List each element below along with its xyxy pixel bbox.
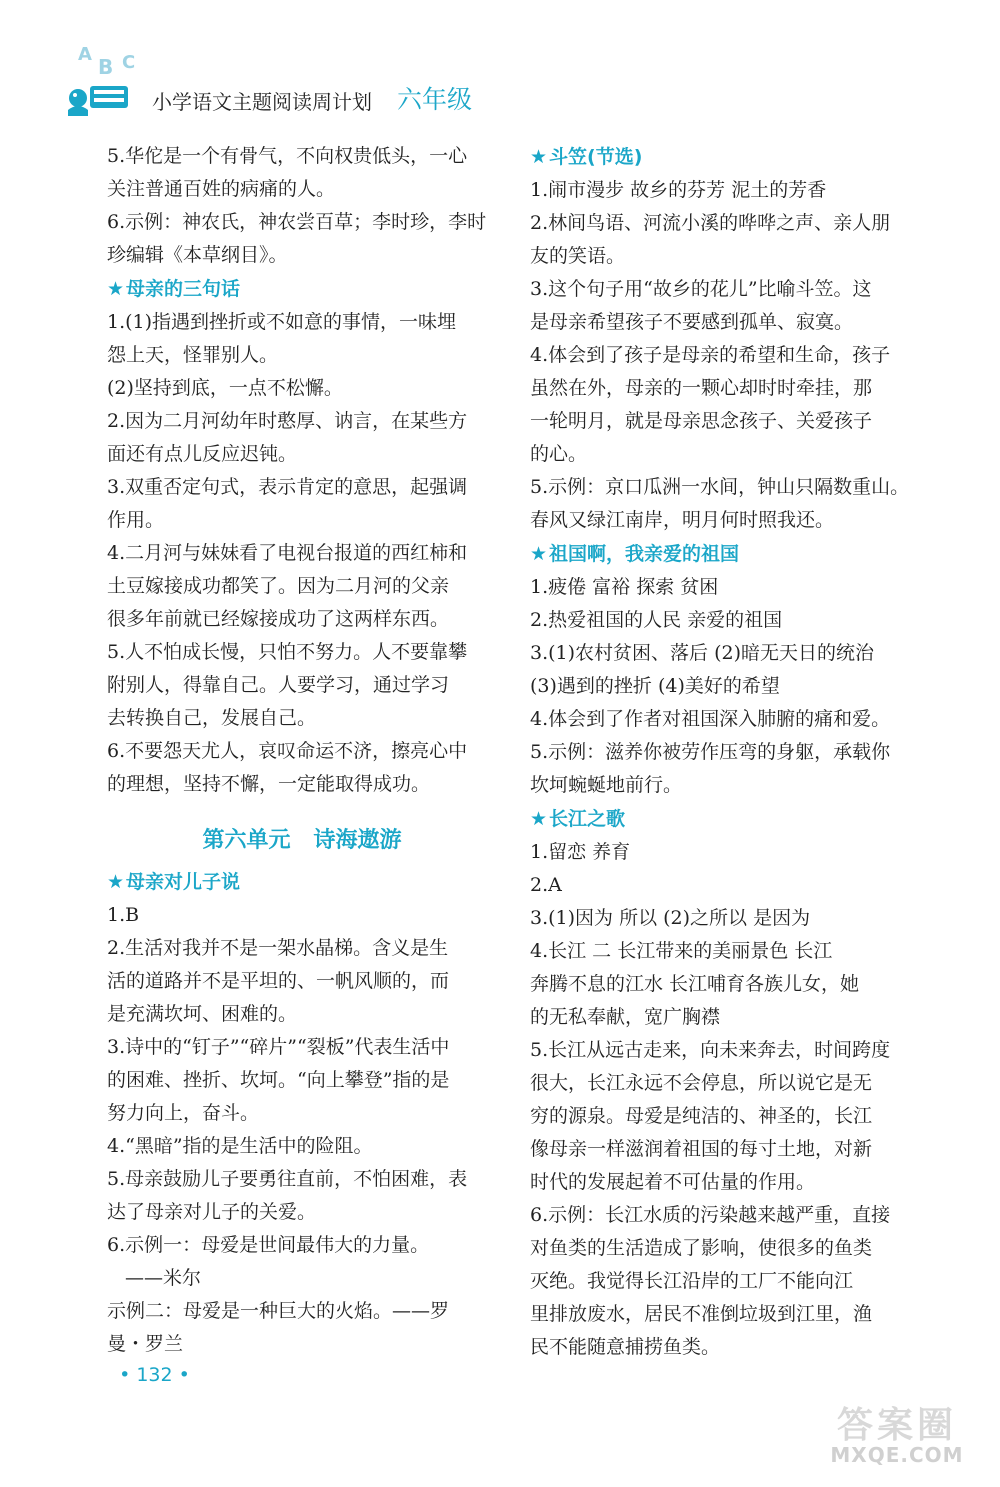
answer-line: 的心。 xyxy=(530,443,588,465)
answer-line: 面还有点儿反应迟钝。 xyxy=(107,443,298,465)
bullet-icon: • xyxy=(119,1364,137,1386)
star-icon: ★ xyxy=(107,871,125,893)
book-title: 小学语文主题阅读周计划 xyxy=(152,90,372,114)
answer-line: 5.华佗是一个有骨气，不向权贵低头，一心 xyxy=(107,145,468,167)
answer-line: 1.(1)指遇到挫折或不如意的事情，一味埋 xyxy=(107,311,457,333)
answer-line: 的理想，坚持不懈，一定能取得成功。 xyxy=(107,773,431,795)
section-title xyxy=(107,272,497,306)
answer-line: 1.闹市漫步 故乡的芬芳 泥土的芳香 xyxy=(530,179,827,201)
answer-block xyxy=(530,836,930,1364)
answer-block xyxy=(107,899,497,1361)
answer-line: 5.长江从远古走来，向未来奔去，时间跨度 xyxy=(530,1039,891,1061)
answer-block xyxy=(107,306,497,801)
abc-blocks-logo xyxy=(64,40,149,120)
answer-line: 的无私奉献，宽广胸襟 xyxy=(530,1006,721,1028)
answer-line: 2.因为二月河幼年时憨厚、讷言，在某些方 xyxy=(107,410,468,432)
answer-line: 4.长江 二 长江带来的美丽景色 长江 xyxy=(530,940,833,962)
answer-line: 2.A xyxy=(530,874,562,896)
page-header xyxy=(64,40,504,120)
answer-line: 民不能随意捕捞鱼类。 xyxy=(530,1336,721,1358)
answer-line: 1.留恋 养育 xyxy=(530,841,631,863)
answer-line: (3)遇到的挫折 (4)美好的希望 xyxy=(530,675,780,697)
answer-line: 3.诗中的“钉子”“碎片”“裂板”代表生活中 xyxy=(107,1036,450,1058)
answer-line: 4.二月河与妹妹看了电视台报道的西红柿和 xyxy=(107,542,468,564)
answer-line: 友的笑语。 xyxy=(530,245,626,267)
section-title-text: 斗笠(节选) xyxy=(549,146,643,168)
answer-line: 穷的源泉。母爱是纯洁的、神圣的，长江 xyxy=(530,1105,873,1127)
answer-line: 3.这个句子用“故乡的花儿”比喻斗笠。这 xyxy=(530,278,872,300)
answer-line: 6.示例：长江水质的污染越来越严重，直接 xyxy=(530,1204,891,1226)
section-title-text: 母亲对儿子说 xyxy=(126,871,241,893)
answer-line: 的困难、挫折、坎坷。“向上攀登”指的是 xyxy=(107,1069,450,1091)
answer-line: 很大，长江永远不会停息，所以说它是无 xyxy=(530,1072,873,1094)
section-title xyxy=(530,537,930,571)
answer-line: 5.示例：京口瓜洲一水间，钟山只隔数重山。 xyxy=(530,476,910,498)
answer-line: 5.母亲鼓励儿子要勇往直前，不怕困难，表 xyxy=(107,1168,468,1190)
answer-line: 坎坷蜿蜒地前行。 xyxy=(530,774,683,796)
answer-line: 是充满坎坷、困难的。 xyxy=(107,1003,298,1025)
left-column xyxy=(107,140,497,1361)
star-icon: ★ xyxy=(107,278,125,300)
answer-line: 灭绝。我觉得长江沿岸的工厂不能向江 xyxy=(530,1270,854,1292)
star-icon: ★ xyxy=(530,808,548,830)
answer-line: (2)坚持到底，一点不松懈。 xyxy=(107,377,343,399)
answer-line: 是母亲希望孩子不要感到孤单、寂寞。 xyxy=(530,311,854,333)
answer-line: 关注普通百姓的病痛的人。 xyxy=(107,178,336,200)
section-title xyxy=(107,865,497,899)
answer-line: 达了母亲对儿子的关爱。 xyxy=(107,1201,317,1223)
answer-line: 曼・罗兰 xyxy=(107,1333,184,1355)
answer-line: ——米尔 xyxy=(125,1267,202,1289)
answer-line: 春风又绿江南岸，明月何时照我还。 xyxy=(530,509,835,531)
star-icon: ★ xyxy=(530,543,548,565)
answer-line: 4.“黑暗”指的是生活中的险阻。 xyxy=(107,1135,373,1157)
answer-line: 活的道路并不是平坦的、一帆风顺的，而 xyxy=(107,970,450,992)
answer-line: 土豆嫁接成功都笑了。因为二月河的父亲 xyxy=(107,575,450,597)
answer-line: 像母亲一样滋润着祖国的每寸土地，对新 xyxy=(530,1138,873,1160)
logo-letter-a: A xyxy=(78,44,92,65)
section-title-text: 长江之歌 xyxy=(549,808,626,830)
section-title-text: 祖国啊，我亲爱的祖国 xyxy=(549,543,740,565)
answer-line: 6.示例：神农氏，神农尝百草；李时珍，李时 xyxy=(107,211,487,233)
watermark-bottom-text: MXQE.COM xyxy=(830,1443,964,1467)
answer-block-huatuo xyxy=(107,140,497,272)
answer-line: 虽然在外，母亲的一颗心却时时牵挂，那 xyxy=(530,377,873,399)
answer-line: 6.不要怨天尤人，哀叹命运不济，擦亮心中 xyxy=(107,740,468,762)
answer-line: 1.B xyxy=(107,904,140,926)
answer-line: 5.人不怕成长慢，只怕不努力。人不要靠攀 xyxy=(107,641,468,663)
answer-line: 4.体会到了孩子是母亲的希望和生命，孩子 xyxy=(530,344,891,366)
answer-line: 去转换自己，发展自己。 xyxy=(107,707,317,729)
answer-line: 4.体会到了作者对祖国深入肺腑的痛和爱。 xyxy=(530,708,891,730)
answer-line: 6.示例一：母爱是世间最伟大的力量。 xyxy=(107,1234,430,1256)
answer-line: 1.疲倦 富裕 探索 贫困 xyxy=(530,576,719,598)
answer-line: 3.(1)农村贫困、落后 (2)暗无天日的统治 xyxy=(530,642,874,664)
answer-line: 努力向上，奋斗。 xyxy=(107,1102,260,1124)
grade-label: 六年级 xyxy=(397,85,473,114)
section-title xyxy=(530,140,930,174)
page-number xyxy=(107,1342,190,1386)
answer-line: 一轮明月，就是母亲思念孩子、关爱孩子 xyxy=(530,410,873,432)
answer-line: 2.林间鸟语、河流小溪的哗哗之声、亲人朋 xyxy=(530,212,891,234)
answer-block xyxy=(530,571,930,802)
answer-line: 3.(1)因为 所以 (2)之所以 是因为 xyxy=(530,907,811,929)
unit-heading: 第六单元 诗海遨游 xyxy=(202,828,402,853)
answer-line: 奔腾不息的江水 长江哺育各族儿女，她 xyxy=(530,973,860,995)
logo-letter-c: C xyxy=(122,52,136,73)
answer-line: 怨上天，怪罪别人。 xyxy=(107,344,279,366)
answer-block xyxy=(530,174,930,537)
answer-line: 珍编辑《本草纲目》。 xyxy=(107,244,288,266)
answer-line: 2.热爱祖国的人民 亲爱的祖国 xyxy=(530,609,783,631)
answer-line: 时代的发展起着不可估量的作用。 xyxy=(530,1171,816,1193)
answer-line: 示例二：母爱是一种巨大的火焰。——罗 xyxy=(107,1300,450,1322)
answer-line: 很多年前就已经嫁接成功了这两样东西。 xyxy=(107,608,450,630)
section-title-text: 母亲的三句话 xyxy=(126,278,241,300)
answer-line: 附别人，得靠自己。人要学习，通过学习 xyxy=(107,674,450,696)
logo-letter-b: B xyxy=(98,55,114,79)
right-column xyxy=(530,140,930,1364)
answer-line: 作用。 xyxy=(107,509,165,531)
answer-line: 里排放废水，居民不准倒垃圾到江里，渔 xyxy=(530,1303,873,1325)
watermark-top-text: 答案圈 xyxy=(836,1405,957,1446)
answer-line: 对鱼类的生活造成了影响，使很多的鱼类 xyxy=(530,1237,873,1259)
answer-line: 2.生活对我并不是一架水晶梯。含义是生 xyxy=(107,937,449,959)
page-number-value: 132 xyxy=(136,1364,173,1386)
bullet-icon: • xyxy=(172,1364,190,1386)
star-icon: ★ xyxy=(530,146,548,168)
answer-line: 3.双重否定句式，表示肯定的意思，起强调 xyxy=(107,476,468,498)
watermark-logo xyxy=(812,1397,982,1469)
section-title xyxy=(530,802,930,836)
answer-line: 5.示例：滋养你被劳作压弯的身躯，承载你 xyxy=(530,741,891,763)
